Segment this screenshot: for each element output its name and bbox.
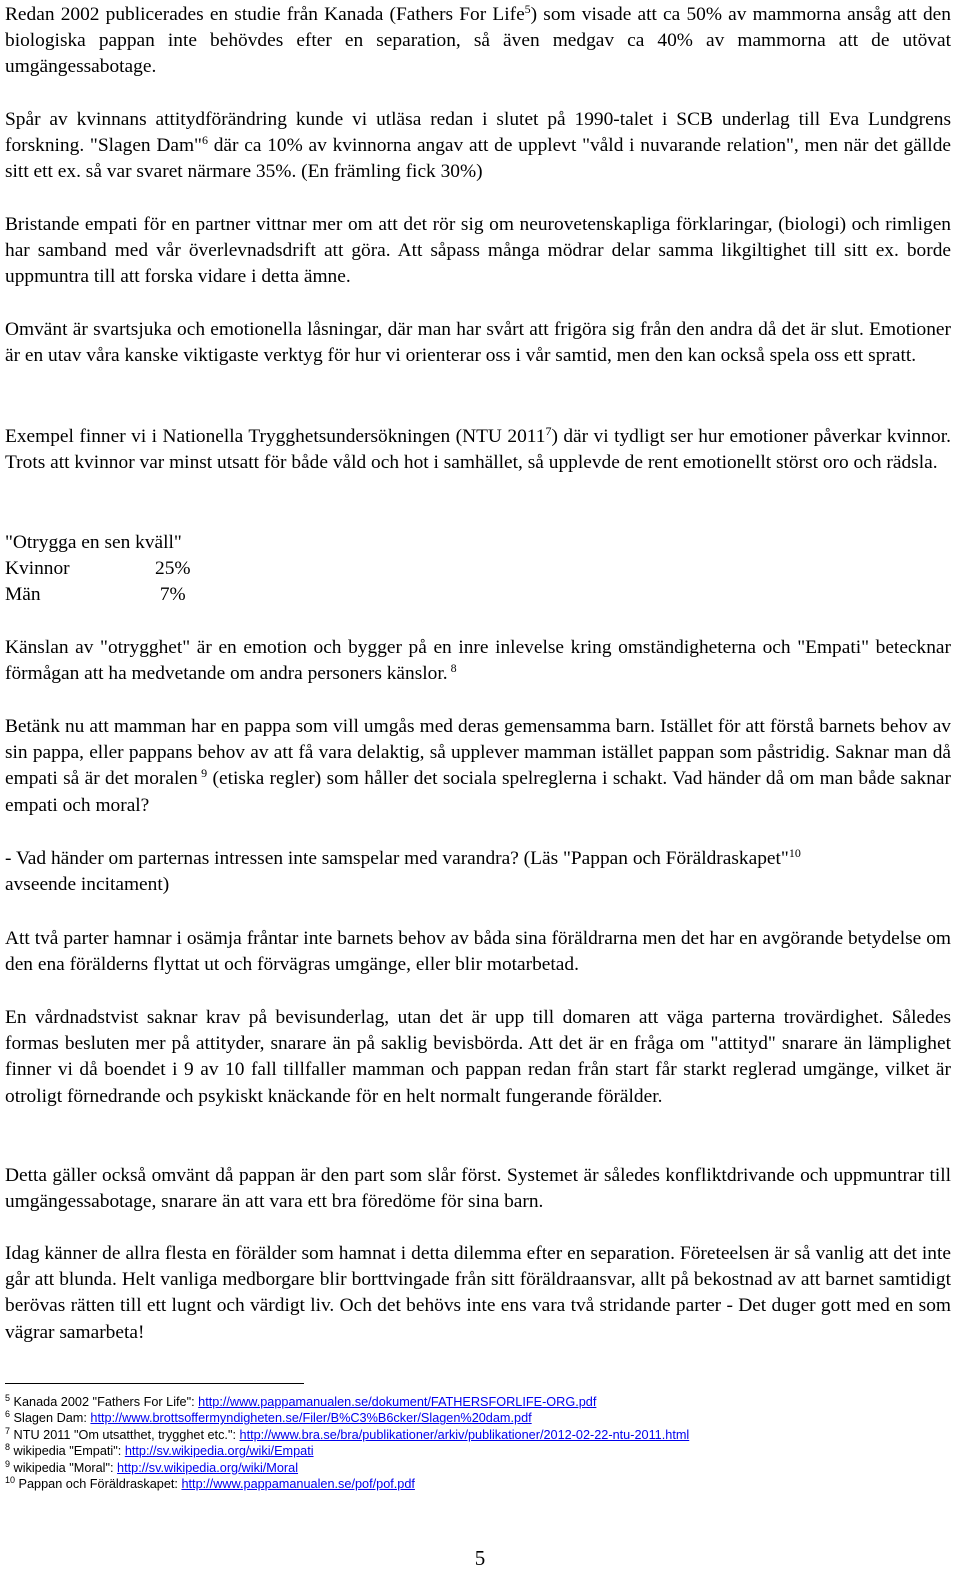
footnote-7 <box>5 1427 945 1443</box>
stat-value: 25% <box>155 558 191 580</box>
footnote-link[interactable]: http://www.pappamanualen.se/pof/pof.pdf <box>181 1477 415 1492</box>
insecurity-stats <box>5 530 191 609</box>
footnote-ref-8[interactable]: 8 <box>447 661 457 676</box>
paragraph-text: ) där vi tydligt ser hur emotioner påverkar kvinnor. Trots att kvinnor var minst utsatt för både våld och hot i samhället, så upplevde de rent emotionellt störst oro och rädsla. <box>5 426 951 474</box>
paragraph-reverse: Detta gäller också omvänt då pappan är den part som slår först. Systemet är således konfliktdrivande och uppmuntrar till umgängessabotage, snarare än att vara ett bra föredöme för sina barn. <box>5 1165 951 1213</box>
footnote-number: 6 <box>5 1409 11 1420</box>
stats-heading: "Otrygga en sen kväll" <box>5 532 182 553</box>
stats-row-men <box>5 582 191 608</box>
stat-label: Kvinnor <box>5 558 70 580</box>
footnote-8 <box>5 1443 945 1459</box>
paragraph-text: där ca 10% av kvinnorna angav att de upplevt "våld i nuvarande relation", men när det gällde sitt ett ex. så var svaret närmare 35%. (En främling fick 30%) <box>5 135 951 183</box>
footnote-text: NTU 2011 "Om utsatthet, trygghet etc.": <box>10 1427 240 1442</box>
paragraph-text: Betänk nu att mamman har en pappa som vill umgås med deras gemensamma barn. Istället för att förstå barnets behov av sin pappa, eller pappans behov av att få vara delaktig, så upplever mamman istället pappan som påstridig. Saknar man då empati så är det moralen <box>5 716 951 790</box>
footnote-5 <box>5 1394 945 1410</box>
paragraph-text: - Vad händer om parternas intressen inte samspelar med varandra? (Läs "Pappan och Föräldraskapet" <box>5 848 789 869</box>
footnote-number: 7 <box>5 1425 11 1436</box>
footnote-text: Slagen Dam: <box>10 1411 91 1426</box>
page-number: 5 <box>474 1546 486 1570</box>
paragraph-text: Känslan av "otrygghet" är en emotion och bygger på en inre inlevelse kring omständigheterna och "Empati" betecknar förmågan att ha medvetande om andra personers känslor. <box>5 637 951 685</box>
stats-row-women <box>5 556 191 582</box>
footnote-number: 8 <box>5 1442 11 1453</box>
footnote-ref-10[interactable]: 10 <box>788 846 801 860</box>
footnote-number: 5 <box>5 1393 11 1403</box>
paragraph-text: Redan 2002 publicerades en studie från Kanada (Fathers For Life <box>5 4 525 25</box>
paragraph-today: Idag känner de allra flesta en förälder som hamnat i detta dilemma efter en separation. Företeelsen är så vanlig att det inte går att blunda. Helt vanliga medborgare blir borttvingade från sitt föräldraansvar, allt på bekostnad av att barnet samtidigt berövas rätten till ett lugnt och värdigt liv. Och det behövs inte ens vara två stridande parter - Det duger gott med en som vägrar samarbeta! <box>5 1243 951 1343</box>
footnote-ref-9[interactable]: 9 <box>197 766 208 781</box>
paragraph-empathy: Bristande empati för en partner vittnar mer om att det rör sig om neurovetenskapliga förklaringar, (biologi) och rimligen har samband med vår överlevnadsdrift att göra. Att såpass många mödrar delar samma likgiltighet till sitt ex. borde uppmuntra till att forska vidare i detta ämne. <box>5 214 951 288</box>
footnotes <box>5 1394 945 1492</box>
paragraph-custody-dispute: En vårdnadstvist saknar krav på bevisunderlag, utan det är upp till domaren att väga parterna trovärdighet. Således formas besluten mer på attityder, snarare än på saklig bevisbörda. Att det är en fråga om "attityd" snarare än lämplighet finner vi då boendet i 9 av 10 fall tillfaller mamman och pappan redan från start får starkt reglerad umgänge, vilket är otroligt förnedrande och psykiskt knäckande för en helt normalt fungerande förälder. <box>5 1007 951 1107</box>
footnote-link[interactable]: http://sv.wikipedia.org/wiki/Empati <box>124 1444 314 1459</box>
footnote-10 <box>5 1476 945 1492</box>
footnote-text: wikipedia "Moral": <box>10 1460 118 1475</box>
stat-label: Män <box>5 584 41 606</box>
paragraph-ntu <box>5 424 951 476</box>
paragraph-text: Exempel finner vi i Nationella Trygghetsundersökningen (NTU 2011 <box>5 426 546 447</box>
footnote-number: 9 <box>5 1458 11 1469</box>
paragraph-text: avseende incitament) <box>5 874 170 896</box>
paragraph-two-parties: Att två parter hamnar i osämja fråntar inte barnets behov av båda sina föräldrarna men det har en avgörande betydelse om den ena förälderns flyttat ut och förvägras umgänge, eller blir motarbetad. <box>5 928 951 976</box>
footnote-text: Kanada 2002 "Fathers For Life": <box>10 1395 199 1409</box>
paragraph-text: Spår av kvinnans attitydförändring kunde vi utläsa redan i slutet på 1990-talet i SCB underlag till Eva Lundgrens forskning. "Slagen Dam" <box>5 109 951 157</box>
paragraph-attitude-change <box>5 107 951 186</box>
paragraph-interests <box>5 846 951 898</box>
footnote-ref-5[interactable]: 5 <box>524 2 531 16</box>
footnote-number: 10 <box>5 1475 16 1486</box>
footnote-divider <box>5 1383 304 1384</box>
footnote-6 <box>5 1410 945 1426</box>
footnote-link[interactable]: http://www.brottsoffermyndigheten.se/Filer/B%C3%B6cker/Slagen%20dam.pdf <box>90 1411 532 1426</box>
paragraph-jealousy: Omvänt är svartsjuka och emotionella låsningar, där man har svårt att frigöra sig från den andra då det är slut. Emotioner är en utav våra kanske viktigaste verktyg för hur vi orienterar oss i vår samtid, men den kan också spela oss ett spratt. <box>5 319 951 367</box>
footnote-link[interactable]: http://www.bra.se/bra/publikationer/arkiv/publikationer/2012-02-22-ntu-2011.html <box>239 1427 690 1442</box>
footnote-9 <box>5 1460 945 1476</box>
footnote-link[interactable]: http://sv.wikipedia.org/wiki/Moral <box>117 1460 299 1475</box>
footnote-ref-6[interactable]: 6 <box>201 133 208 148</box>
paragraph-text: ) som visade att ca 50% av mammorna ansåg att den biologiska pappan inte behövdes efter en separation, så även medgav ca 40% av mammorna att de utövat umgängessabotage. <box>5 4 951 78</box>
paragraph-insecurity-emotion <box>5 635 951 687</box>
footnote-link[interactable]: http://www.pappamanualen.se/dokument/FATHERSFORLIFE-ORG.pdf <box>198 1395 597 1409</box>
paragraph-text: (etiska regler) som håller det sociala spelreglerna i schakt. Vad händer då om man både saknar empati och moral? <box>5 768 951 816</box>
paragraph-fathers-for-life <box>5 2 951 81</box>
paragraph-mother-father <box>5 714 951 819</box>
footnote-text: Pappan och Föräldraskapet: <box>15 1477 182 1492</box>
footnote-ref-7[interactable]: 7 <box>545 424 552 438</box>
footnote-text: wikipedia "Empati": <box>10 1444 125 1459</box>
stat-value: 7% <box>155 584 186 606</box>
